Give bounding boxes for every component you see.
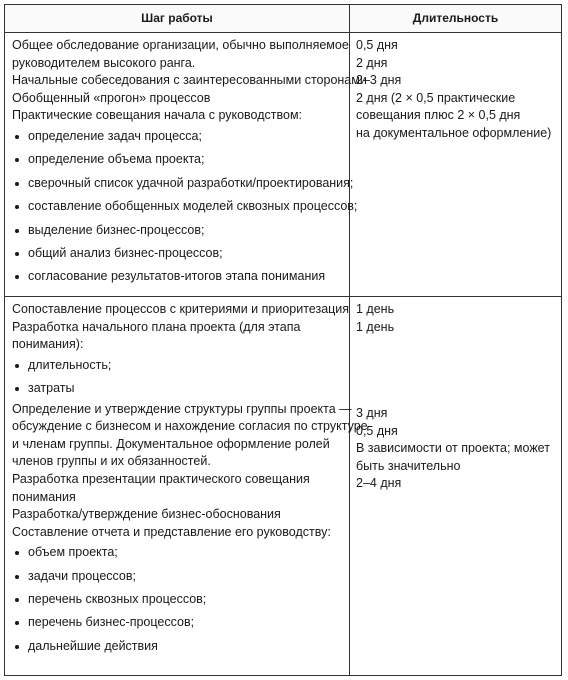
duration-line: 2–4 дня (356, 476, 402, 491)
step-line: Разработка/утверждение бизнес-обоснования (12, 507, 281, 522)
step-line: Разработка начального плана проекта (для этапа (12, 319, 301, 334)
duration-line: 2–3 дня (356, 73, 402, 88)
step-line: руководителем высокого ранга. (12, 55, 196, 70)
step-line: Определение и утверждение структуры группы проекта — (12, 401, 352, 416)
step-bullet: перечень сквозных процессов; (12, 588, 346, 611)
step-bullet: определение задач процесса; (12, 125, 346, 148)
header-duration: Длительность (412, 11, 499, 25)
duration-line: 2 дня (356, 55, 388, 70)
step-bullet: определение объема проекта; (12, 148, 346, 171)
row2-durations-bottom (356, 405, 556, 493)
row-divider (5, 296, 561, 297)
duration-line: В зависимости от проекта; может (356, 441, 550, 456)
row1-steps (12, 37, 367, 289)
step-bullet: затраты (12, 377, 346, 400)
step-bullet: перечень бизнес-процессов; (12, 611, 346, 634)
step-bullet: объем проекта; (12, 541, 346, 564)
duration-line: 3 дня (356, 406, 388, 420)
step-line: Сопоставление процессов с критериями и приоритезация (12, 302, 350, 316)
header-step: Шаг работы (141, 11, 213, 25)
duration-line: быть значительно (356, 458, 461, 473)
step-bullet: дальнейшие действия (12, 635, 346, 658)
step-line: Разработка презентации практического совещания (12, 471, 310, 486)
step-line: и членам группы. Документальное оформление ролей (12, 436, 330, 451)
step-line: Начальные собеседования с заинтересованными сторонами (12, 73, 367, 88)
duration-line: на документальное оформление) (356, 125, 552, 140)
row1-durations (356, 37, 556, 143)
step-line: членов группы и их обязанностей. (12, 454, 211, 469)
step-line: Обобщенный «прогон» процессов (12, 90, 211, 105)
step-line: понимания (12, 489, 76, 504)
table-header (5, 5, 561, 33)
duration-line: 2 дня (2 × 0,5 практические (356, 90, 516, 105)
step-bullet: сверочный список удачной разработки/проектирования; (12, 172, 346, 195)
step-bullet: составление обобщенных моделей сквозных процессов; (12, 195, 346, 218)
step-line: Составление отчета и представление его руководству: (12, 524, 331, 539)
duration-line: 0,5 дня (356, 38, 398, 52)
duration-line: 0,5 дня (356, 423, 398, 438)
step-bullet: согласование результатов-итогов этапа понимания (12, 265, 346, 288)
duration-line: 1 день (356, 319, 395, 334)
row2-durations-top (356, 301, 556, 336)
step-bullet: задачи процессов; (12, 565, 346, 588)
step-bullet: общий анализ бизнес-процессов; (12, 242, 346, 265)
column-divider (349, 5, 350, 675)
duration-line: 1 день (356, 302, 395, 316)
step-line: Общее обследование организации, обычно выполняемое (12, 38, 349, 52)
duration-line: совещания плюс 2 × 0,5 дня (356, 108, 521, 123)
row2-steps (12, 301, 368, 658)
step-bullet: длительность; (12, 354, 346, 377)
work-steps-table (4, 4, 562, 676)
step-line: понимания): (12, 337, 84, 352)
step-line: обсуждение с бизнесом и нахождение согласия по структуре (12, 419, 368, 434)
step-bullet: выделение бизнес-процессов; (12, 219, 346, 242)
step-line: Практические совещания начала с руководством: (12, 108, 303, 123)
